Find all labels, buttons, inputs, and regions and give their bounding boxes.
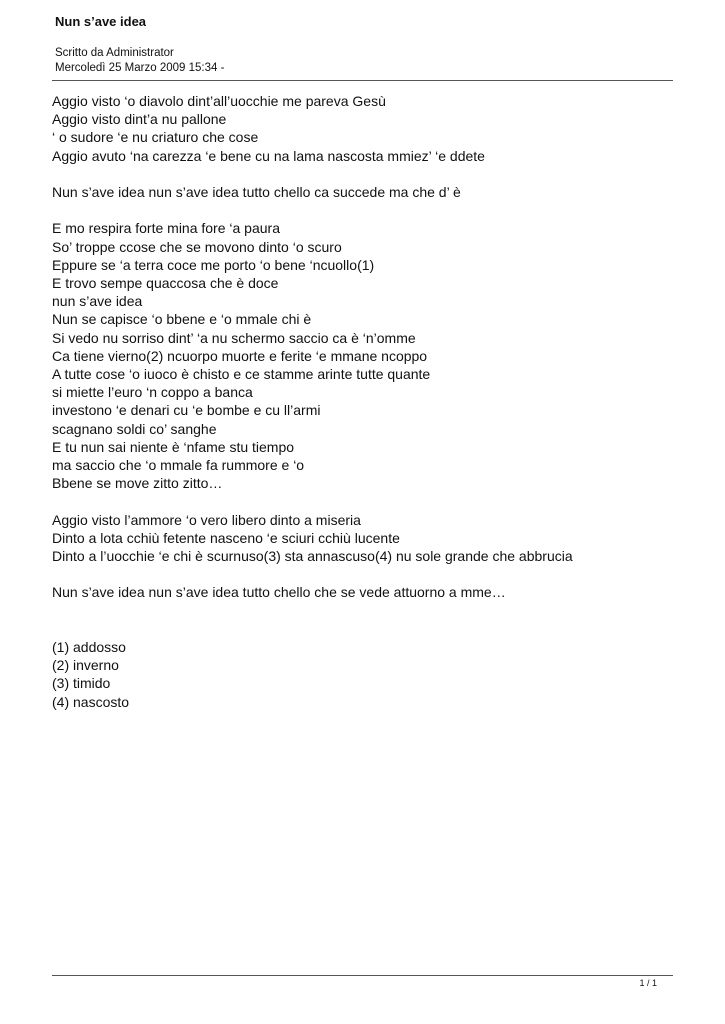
stanza [52, 511, 672, 566]
verse-line: si miette l’euro ‘n coppo a banca [52, 384, 253, 401]
verse-line: ‘ o sudore ‘e nu criaturo che cose [52, 129, 259, 146]
article-meta [55, 46, 224, 76]
stanza [52, 183, 672, 201]
stanza [52, 219, 672, 492]
stanza [52, 92, 672, 165]
verse-line: E tu nun sai niente è ‘nfame stu tiempo [52, 438, 295, 455]
footnotes-spacer [52, 620, 672, 638]
verse-line: Nun se capisce ‘o bbene e ‘o mmale chi è [52, 311, 312, 328]
footnote: (1) addosso [52, 639, 126, 655]
verse-line: scagnano soldi co’ sanghe [52, 420, 217, 437]
footer-divider [52, 975, 673, 976]
footnotes [52, 638, 672, 711]
article-body [52, 92, 672, 729]
verse-line: Nun s’ave idea nun s’ave idea tutto chello che se vede attuorno a mme… [52, 584, 506, 601]
verse-line: Aggio visto ‘o diavolo dint’all’uocchie me pareva Gesù [52, 93, 386, 109]
page-number: 1 / 1 [639, 978, 657, 988]
verse-line: A tutte cose ‘o iuoco è chisto e ce stamme arinte tutte quante [52, 366, 431, 383]
verse-line: Ca tiene vierno(2) ncuorpo muorte e ferite ‘e mmane ncoppo [52, 347, 428, 364]
verse-line: So’ troppe ccose che se movono dinto ‘o scuro [52, 238, 342, 255]
verse-line: Si vedo nu sorriso dint’ ‘a nu schermo saccio ca è ‘n’omme [52, 329, 416, 346]
verse-line: E trovo sempe quaccosa che è doce [52, 275, 279, 291]
date-line: Mercoledì 25 Marzo 2009 15:34 - [55, 62, 225, 74]
verse-line: investono ‘e denari cu ‘e bombe e cu ll’armi [52, 402, 321, 419]
verse-line: Nun s’ave idea nun s’ave idea tutto chello ca succede ma che d’ è [52, 184, 461, 200]
verse-line: Dinto a l’uocchie ‘e chi è scurnuso(3) sta annascuso(4) nu sole grande che abbrucia [52, 548, 573, 565]
verse-line: Bbene se move zitto zitto… [52, 475, 223, 492]
author-line: Scritto da Administrator [55, 47, 174, 59]
page-title: Nun s’ave idea [55, 14, 147, 29]
verse-line: Aggio visto l’ammore ‘o vero libero dinto a miseria [52, 511, 361, 528]
verse-line: Dinto a lota cchiù fetente nasceno ‘e sciuri cchiù lucente [52, 529, 400, 546]
footnote: (3) timido [52, 675, 111, 692]
verse-line: nun s’ave idea [52, 293, 143, 310]
footnote: (4) nascosto [52, 693, 130, 710]
verse-line: ma saccio che ‘o mmale fa rummore e ‘o [52, 457, 305, 474]
verse-line: Aggio visto dint’a nu pallone [52, 111, 227, 128]
footnote: (2) inverno [52, 657, 119, 674]
verse-line: Eppure se ‘a terra coce me porto ‘o bene ‘ncuollo(1) [52, 256, 375, 273]
verse-line: E mo respira forte mina fore ‘a paura [52, 220, 280, 237]
stanza [52, 583, 672, 601]
header-divider [52, 80, 673, 81]
verse-line: Aggio avuto ‘na carezza ‘e bene cu na lama nascosta mmiez’ ‘e ddete [52, 147, 485, 164]
